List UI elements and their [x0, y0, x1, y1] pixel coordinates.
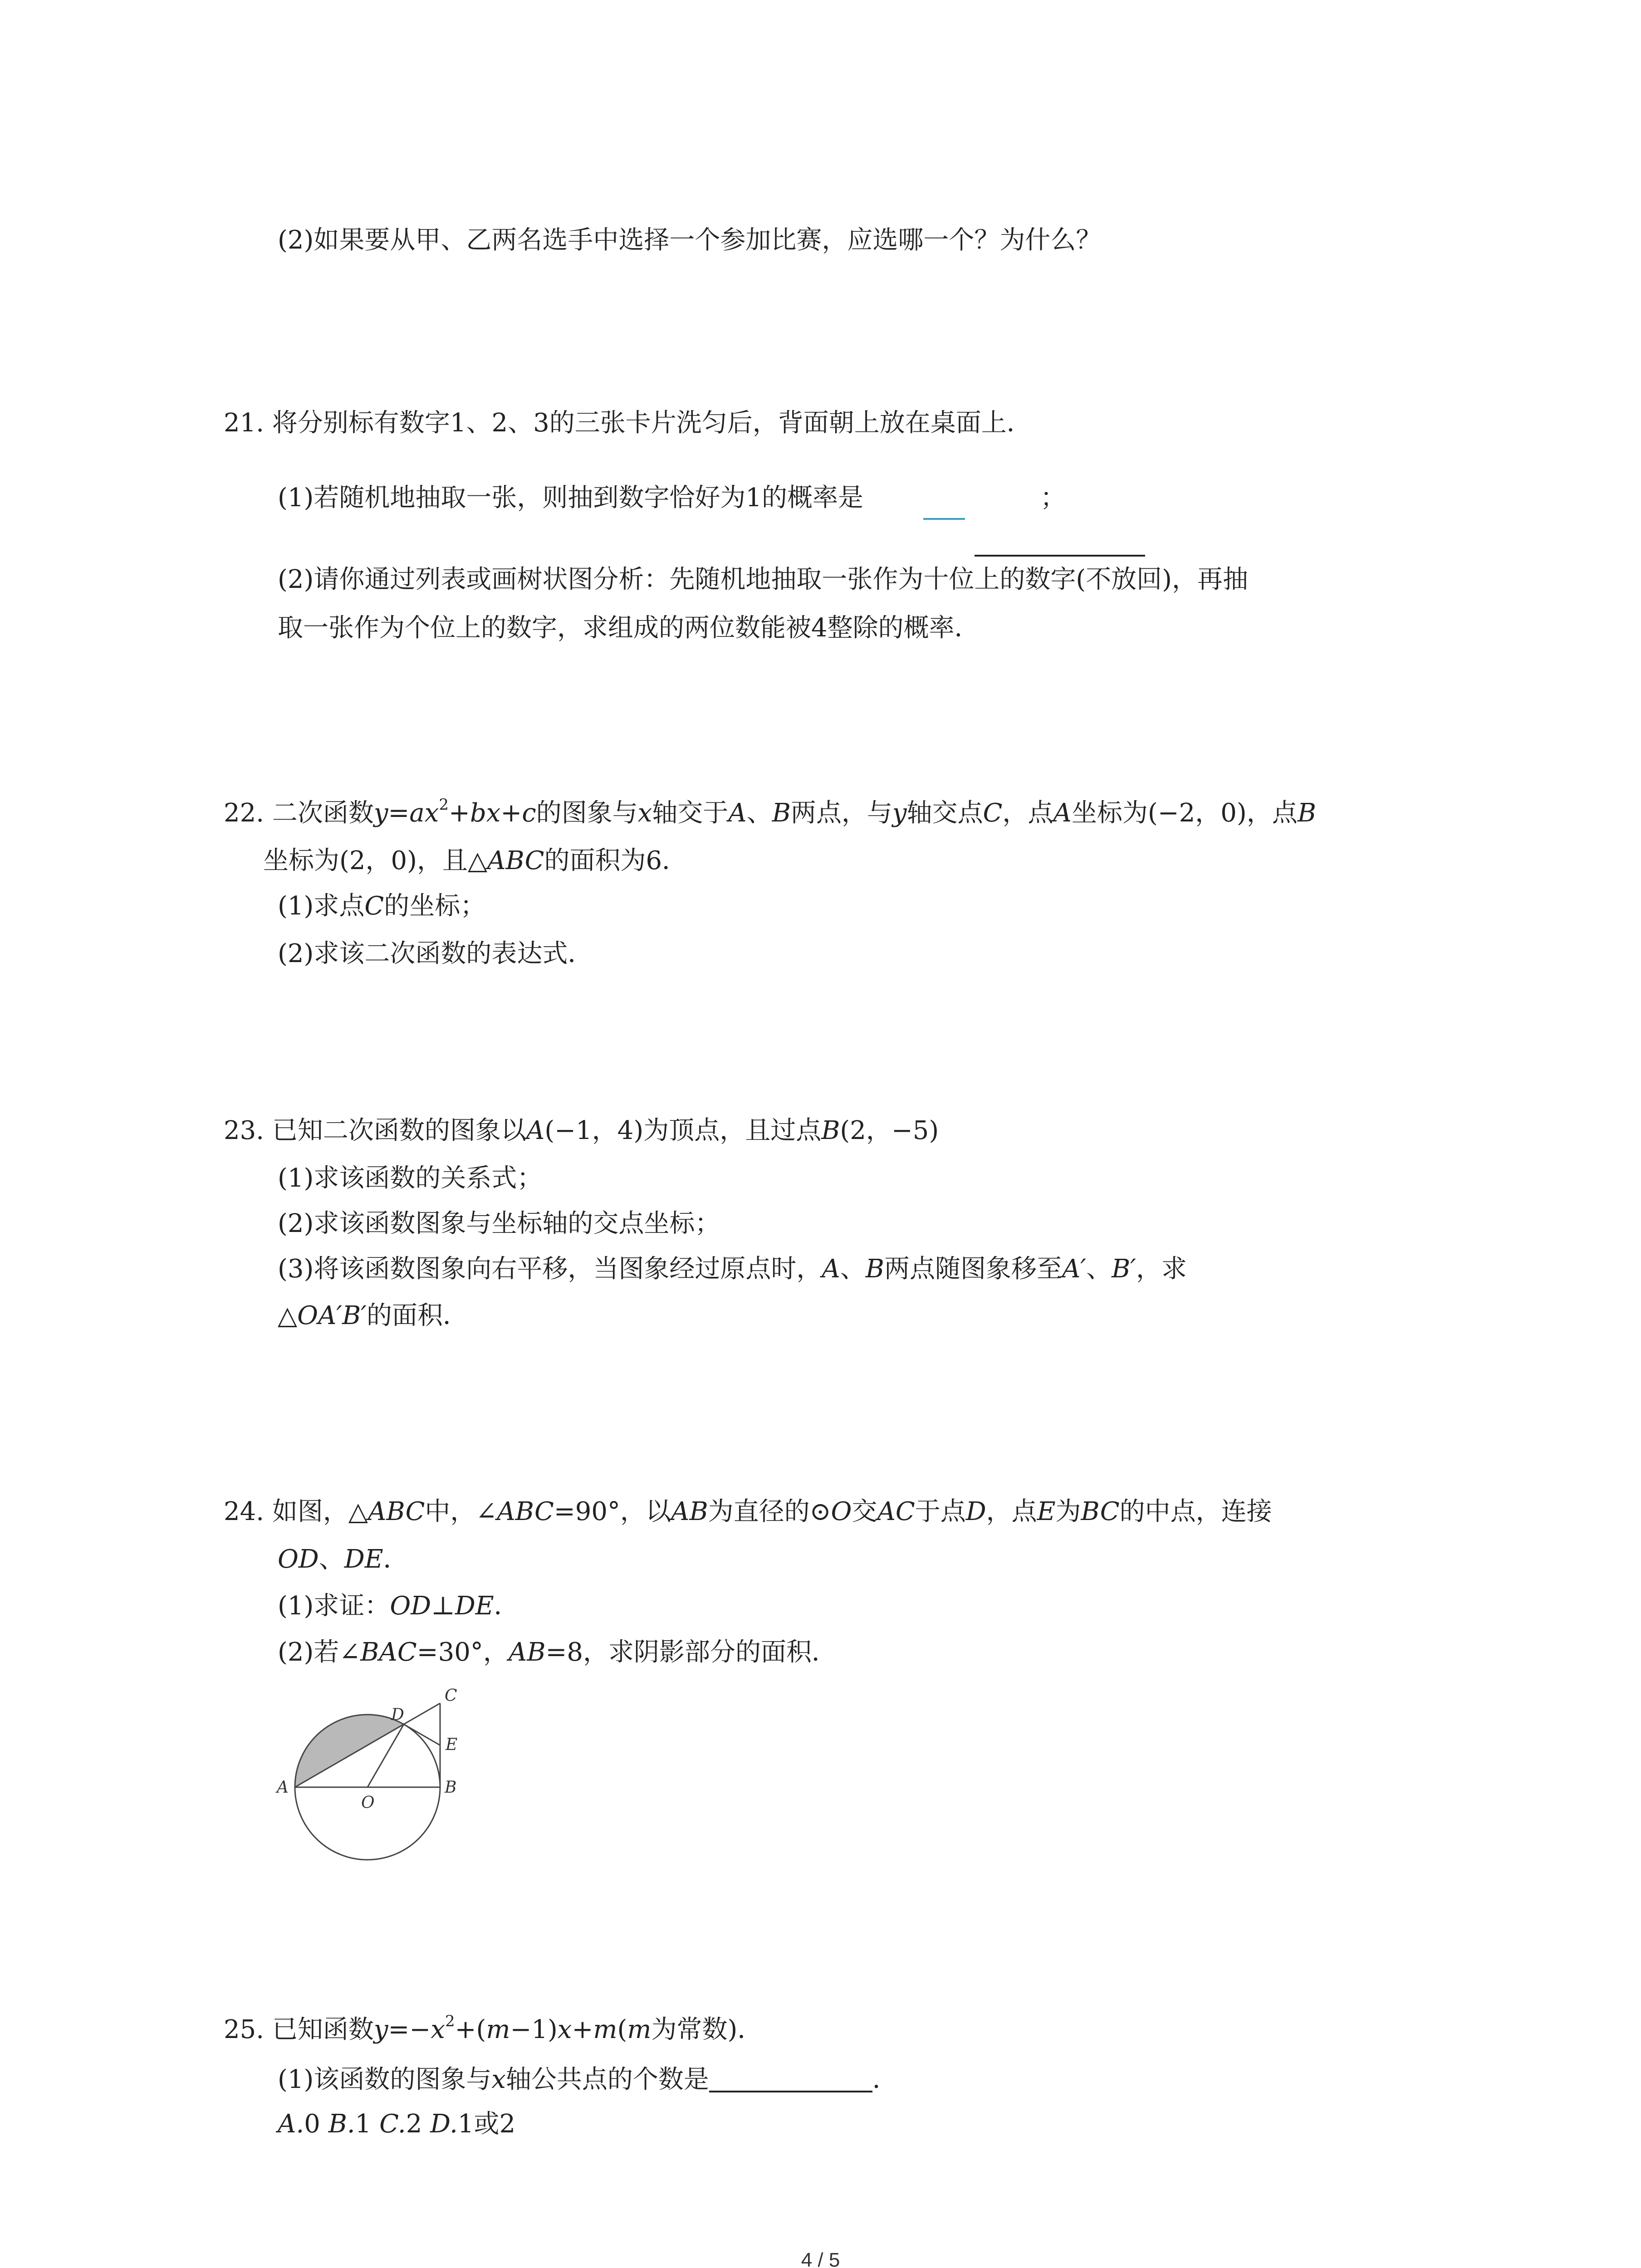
q21-part2-line1: (2)请你通过列表或画树状图分析：先随机地抽取一张作为十位上的数字(不放回)，再抽 — [278, 565, 1249, 594]
label-a: A — [277, 1778, 289, 1797]
q21-answer-blank — [975, 555, 1145, 557]
shaded-region — [295, 1715, 404, 1787]
q23-part3-line2: △OA′B′的面积． — [278, 1301, 469, 1330]
label-d: D — [391, 1706, 404, 1724]
q21-stem: 21. 将分别标有数字1、2、3的三张卡片洗匀后，背面朝上放在桌面上． — [224, 408, 1032, 438]
q24-line1: 24. 如图，△ABC中，∠ABC=90°，以AB为直径的⊙O交AC于点D，点E为BC的中点，连接 — [224, 1497, 1272, 1526]
page-number: 4 / 5 — [801, 2249, 840, 2268]
label-e: E — [446, 1735, 458, 1754]
q23-part1: (1)求该函数的关系式； — [278, 1163, 543, 1193]
q20-part2: (2)如果要从甲、乙两名选手中选择一个参加比赛，应选哪一个？为什么？ — [278, 225, 1102, 255]
q21-part1-suffix: ； — [1040, 483, 1066, 513]
segment-de — [404, 1724, 440, 1745]
label-c: C — [445, 1686, 457, 1705]
q23-part3-line1: (3)将该函数图象向右平移，当图象经过原点时，A、B两点随图象移至A′、B′，求 — [278, 1254, 1187, 1284]
q21-part1 — [278, 485, 1066, 511]
q22-part2: (2)求该二次函数的表达式． — [278, 939, 593, 968]
q22-line1: 22. 二次函数$y=ax^2+bx+c$的图象与x轴交于A、B两点，与y轴交点C，点A坐标为(−2，0)，点B — [224, 796, 1316, 828]
q22-line2: 坐标为(2，0)，且△ABC的面积为6． — [263, 846, 688, 875]
q24-figure — [272, 1674, 481, 1887]
q25-line1: 25. 已知函数$y=-x^2+(m-1)x+m(m$为常数)． — [224, 2012, 763, 2044]
fraction-bar-icon — [923, 518, 965, 520]
q24-part2: (2)若∠BAC=30°，AB=8，求阴影部分的面积． — [278, 1637, 838, 1667]
q21-part1-prefix: (1)若随机地抽取一张，则抽到数字恰好为1的概率是 — [278, 483, 863, 513]
q22-part1: (1)求点C的坐标； — [278, 891, 486, 921]
q21-part2-line2: 取一张作为个位上的数字，求组成的两位数能被4整除的概率． — [278, 613, 980, 643]
q25-answer-blank — [709, 2065, 872, 2092]
q24-line2: OD、DE． — [278, 1545, 409, 1574]
label-o: O — [361, 1794, 375, 1812]
label-b: B — [445, 1778, 457, 1797]
q25-part1: (1)该函数的图象与x轴公共点的个数是 ． — [278, 2065, 898, 2094]
q24-part1: (1)求证：OD⊥DE． — [278, 1591, 519, 1621]
q23-part2: (2)求该函数图象与坐标轴的交点坐标； — [278, 1209, 720, 1238]
q25-options: A.0 B.1 C.2 D.1或2 — [278, 2109, 516, 2139]
q23-line1: 23. 已知二次函数的图象以A(−1，4)为顶点，且过点B(2，−5) — [224, 1116, 939, 1145]
